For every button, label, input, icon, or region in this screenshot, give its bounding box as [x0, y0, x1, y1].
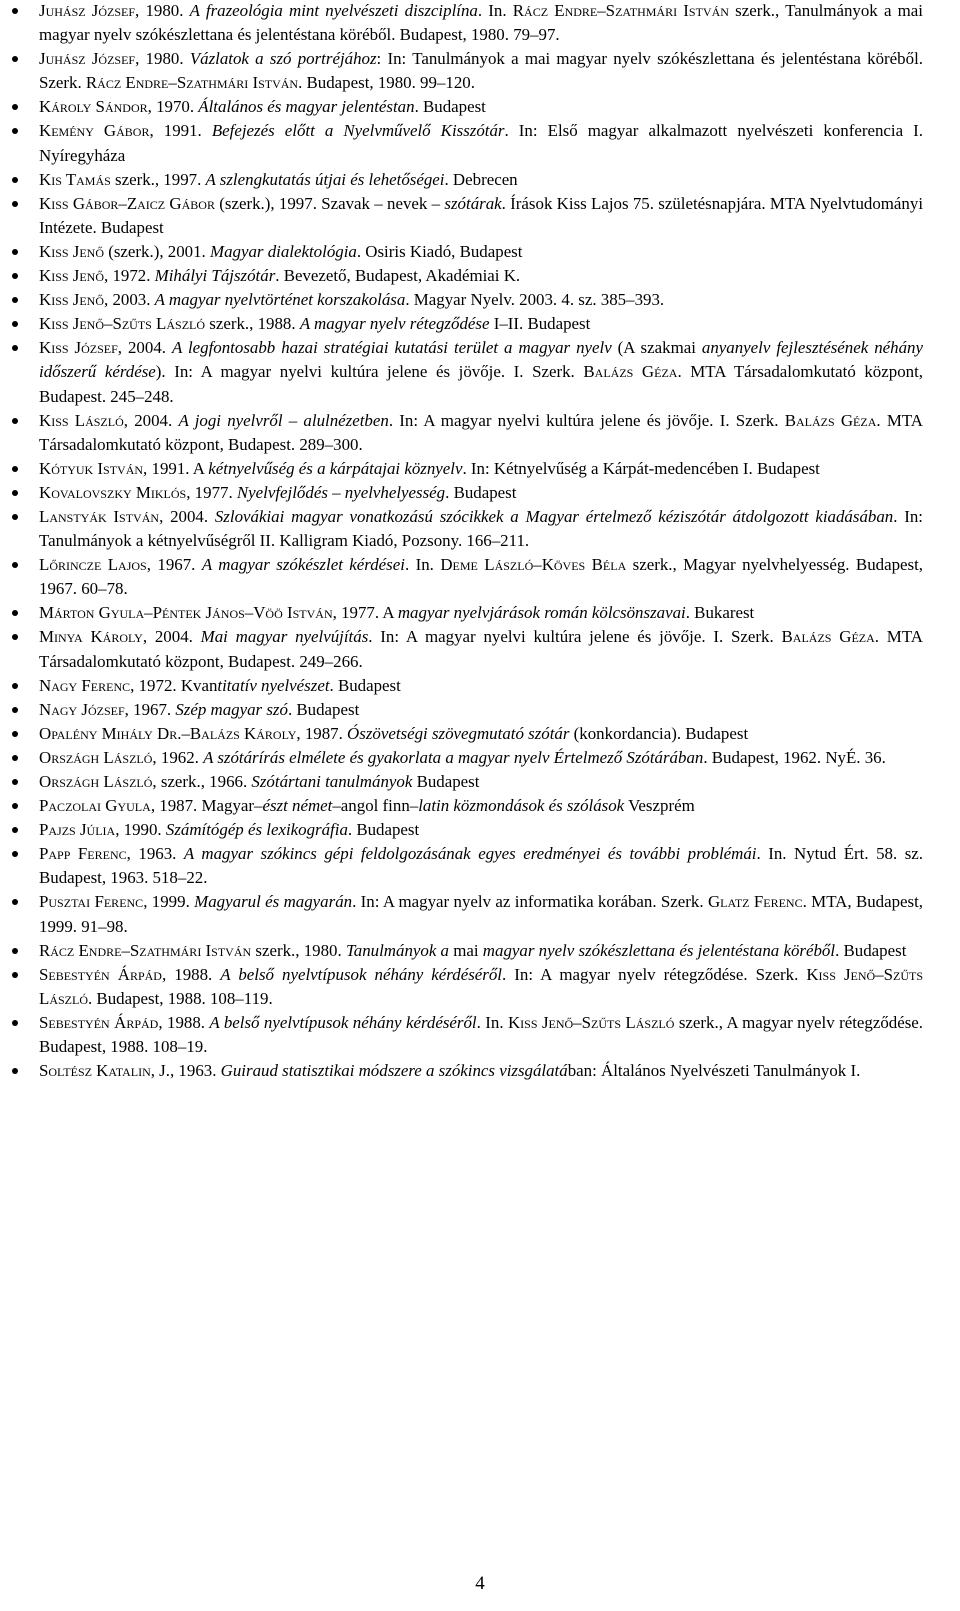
citation-text: . In: Tanulmányok a kétnyelvűségről II. Kalligram Kiadó, Pozsony. 166–211.	[39, 506, 923, 551]
work-title: kétnyelvűség és a kárpátajai köznyelv	[208, 458, 463, 478]
citation-text: , 1977. A	[332, 603, 398, 623]
bibliography-entry	[0, 1059, 960, 1083]
work-title: A magyar nyelvtörténet korszakolása	[154, 290, 406, 310]
citation-text: . In: A magyar nyelvi kultúra jelene és jövője. I. Szerk.	[368, 627, 782, 647]
citation-text: : In: Tanulmányok a mai magyar nyelv szókészlettana és jelentéstana köréből. Szerk.	[39, 49, 923, 93]
work-title: Szép magyar szó	[175, 699, 288, 719]
page-number: 4	[475, 1573, 485, 1594]
work-title: A belső nyelvtípusok néhány kérdéséről	[220, 964, 502, 984]
bibliography-entry	[0, 963, 960, 1011]
work-title: A magyar szókészlet kérdései	[201, 555, 405, 575]
bibliography-entry	[0, 601, 960, 625]
citation-text: . Budapest	[835, 940, 907, 960]
bibliography-entry	[0, 47, 960, 95]
author-name: Rácz Endre–Szathmári István	[512, 1, 729, 20]
author-name: Kiss László	[39, 410, 124, 430]
citation-text: . In: Kétnyelvűség a Kárpát-medencében I. Budapest	[462, 458, 820, 478]
citation-text: . In. Nytud Ért. 58. sz. Budapest, 1963. 518–22.	[39, 844, 924, 888]
work-title: Guiraud statisztikai módszere a szókincs vizsgálatá	[220, 1061, 568, 1081]
bibliography-entry	[0, 0, 960, 47]
citation-text: . In.	[477, 1, 513, 20]
work-title: magyar nyelvjárások román kölcsönszavai	[397, 603, 686, 623]
citation-text: , 2004.	[159, 506, 215, 526]
work-title: A szlengkutatás útjai és lehetőségei	[205, 169, 445, 189]
author-name: Országh László	[39, 747, 153, 767]
citation-text: . In: Első magyar alkalmazott nyelvészeti konferencia I. Nyíregyháza	[39, 121, 924, 165]
citation-text: , 2004.	[142, 627, 201, 647]
citation-text: –angol finn–	[332, 796, 419, 816]
bibliography-entry	[0, 95, 960, 119]
work-title: latin közmondások és szólások	[418, 796, 625, 816]
citation-text: . Magyar Nyelv. 2003. 4. sz. 385–393.	[405, 290, 665, 310]
citation-text: szerk., 1980.	[251, 940, 346, 960]
author-name: Károly Sándor	[39, 97, 148, 117]
citation-text: . Budapest, 1962. NyÉ. 36.	[703, 747, 886, 767]
work-title: szótárak	[444, 193, 502, 213]
citation-text: , 1980.	[135, 49, 190, 69]
bibliography-entry	[0, 336, 960, 408]
work-title: Ószövetségi szövegmutató szótár	[347, 723, 570, 743]
citation-text: , 2004.	[117, 338, 172, 358]
citation-text: (A szakmai	[611, 338, 702, 358]
citation-text: ). In: A magyar nyelvi kultúra jelene és jövője. I. Szerk.	[155, 362, 584, 382]
author-name: Kemény Gábor	[39, 121, 150, 141]
work-title: Magyarul és magyarán	[194, 892, 353, 912]
author-name: Glatz Ferenc	[707, 892, 803, 912]
author-name: Rácz Endre–Szathmári István	[39, 940, 252, 960]
citation-text: . Osiris Kiadó, Budapest	[356, 241, 523, 261]
work-title: A legfontosabb hazai stratégiai kutatási terület a magyar nyelv	[171, 338, 612, 358]
work-title: A magyar nyelv rétegződése	[299, 314, 490, 334]
citation-text: szerk., A magyar nyelv rétegződése. Budapest, 1988. 108–19.	[39, 1012, 924, 1057]
author-name: Lőrincze Lajos	[39, 555, 147, 575]
author-name: Balázs Géza	[583, 362, 678, 382]
author-name: Kiss Jenő–Szűts László	[39, 314, 206, 334]
citation-text: . Budapest	[329, 675, 401, 695]
citation-text: szerk., Magyar nyelvhelyesség. Budapest, 1967. 60–78.	[39, 555, 924, 599]
work-title: A frazeológia mint nyelvészeti diszciplína	[189, 1, 478, 20]
work-title: Vázlatok a szó portréjához	[189, 49, 377, 69]
author-name: Juhász József	[39, 1, 136, 20]
citation-text: , 1970.	[147, 97, 199, 117]
author-name: Nagy József	[39, 699, 125, 719]
bibliography-entry	[0, 505, 960, 553]
author-name: Kiss Gábor–Zaicz Gábor	[39, 193, 215, 213]
author-name: Nagy Ferenc	[39, 675, 131, 695]
author-name: Kiss Jenő	[39, 241, 104, 261]
citation-text: , 1988.	[158, 1012, 210, 1032]
citation-text: . In: A magyar nyelv rétegződése. Szerk.	[501, 964, 807, 984]
work-title: Magyar dialektológia	[210, 241, 357, 261]
citation-text: , 1962.	[152, 747, 204, 767]
citation-text: , 1977.	[186, 482, 237, 502]
author-name: Sebestyén Árpád	[39, 964, 162, 984]
work-title: Szlovákiai magyar vonatkozású szócikkek a Magyar értelmező kéziszótár átdolgozott kiadásában	[214, 506, 894, 526]
bibliography-entry	[0, 119, 960, 167]
citation-text: , 1987.	[296, 723, 348, 743]
author-name: Opalény Mihály Dr.–Balázs Károly	[39, 723, 297, 743]
bibliography-entry	[0, 288, 960, 312]
citation-text: , 1988.	[161, 964, 221, 984]
bibliography-entry	[0, 770, 960, 794]
bibliography-entry	[0, 818, 960, 842]
bibliography-entry	[0, 746, 960, 770]
citation-text: . In.	[404, 555, 441, 575]
citation-text: . Bukarest	[685, 603, 755, 623]
citation-text: . Budapest, 1988. 108–119.	[87, 988, 273, 1008]
citation-text: , 1999.	[143, 892, 195, 912]
author-name: Kiss Jenő–Szűts László	[507, 1012, 675, 1032]
work-title: Befejezés előtt a Nyelvművelő Kisszótár	[211, 121, 505, 141]
citation-text: . Budapest	[414, 97, 486, 117]
author-name: Balázs Géza	[781, 627, 875, 647]
citation-text: , 1967.	[124, 699, 176, 719]
bibliography-entry	[0, 240, 960, 264]
citation-text: . MTA Társadalomkutató központ, Budapest. 289–300.	[39, 410, 924, 454]
author-name: Juhász József	[39, 49, 136, 69]
author-name: Balázs Géza	[784, 410, 877, 430]
citation-text: (konkordancia). Budapest	[569, 723, 749, 743]
bibliography-entry	[0, 842, 960, 890]
citation-text: I–II. Budapest	[489, 314, 591, 334]
citation-text: . Budapest	[445, 482, 517, 502]
author-name: Lanstyák István	[39, 506, 160, 526]
bibliography-entry	[0, 625, 960, 673]
work-title: Mihályi Tájszótár	[154, 266, 276, 286]
author-name: Kiss Jenő–Szűts László	[39, 964, 924, 1008]
bibliography-entry	[0, 722, 960, 746]
bibliography-entry	[0, 1011, 960, 1059]
bibliography-entry	[0, 553, 960, 601]
author-name: Pajzs Júlia	[39, 820, 116, 840]
author-name: Márton Gyula–Péntek János–Vöö István	[39, 603, 333, 623]
author-name: Országh László	[39, 772, 153, 791]
author-name: Kótyuk István	[39, 458, 144, 478]
author-name: Kiss Jenő	[39, 290, 104, 310]
citation-text: , 1963.	[126, 844, 184, 864]
work-title: Szótártani tanulmányok	[251, 772, 413, 791]
citation-text: , 1967.	[146, 555, 202, 575]
work-title: észt német	[262, 796, 333, 816]
citation-text: . In: A magyar nyelv az informatika korában. Szerk.	[352, 892, 708, 912]
citation-text: (szerk.), 1997. Szavak – nevek –	[214, 193, 445, 213]
work-title: A belső nyelvtípusok néhány kérdéséről	[209, 1012, 477, 1032]
work-title: Nyelvfejlődés – nyelvhelyesség	[236, 482, 446, 502]
author-name: Paczolai Gyula	[39, 796, 151, 816]
work-title: titatív nyelvészet	[217, 675, 330, 695]
author-name: Soltész Katalin, J.	[39, 1061, 170, 1081]
citation-text: szerk., 1997.	[110, 169, 206, 189]
author-name: Kovalovszky Miklós	[39, 482, 187, 502]
citation-text: , 2003.	[104, 290, 155, 310]
author-name: Deme László–Köves Béla	[440, 555, 627, 575]
work-title: A magyar szókincs gépi feldolgozásának egyes eredményei és további problémái	[183, 844, 757, 864]
citation-text: . In.	[476, 1012, 508, 1032]
work-title: anyanyelv fejlesztésének néhány időszerű kérdése	[39, 338, 923, 382]
author-name: Papp Ferenc	[39, 844, 127, 864]
bibliography-entry	[0, 192, 960, 240]
bibliography-entry	[0, 168, 960, 192]
citation-text: . Budapest	[347, 820, 420, 840]
citation-text: . Írások Kiss Lajos 75. születésnapjára. MTA Nyelvtudományi Intézete. Budapest	[39, 193, 924, 237]
bibliography-entry	[0, 939, 960, 963]
work-title: Általános és magyar jelentéstan	[198, 97, 415, 117]
citation-text: Budapest	[412, 772, 480, 791]
citation-text: , 1963.	[169, 1061, 221, 1081]
author-name: Minya Károly	[39, 627, 143, 647]
bibliography-entry	[0, 312, 960, 336]
bibliography-entry	[0, 409, 960, 457]
citation-text: . Debrecen	[444, 169, 518, 189]
bibliography-entry	[0, 698, 960, 722]
citation-text: . MTA Társadalomkutató központ, Budapest. 249–266.	[39, 627, 923, 671]
work-title: Tanulmányok a	[345, 940, 450, 960]
work-title: Számítógép és lexikográfia	[165, 820, 348, 840]
citation-text: (szerk.), 2001.	[104, 241, 211, 261]
bibliography-entry	[0, 674, 960, 698]
citation-text: , 1972. Kvan	[130, 675, 218, 695]
citation-text: . Budapest	[287, 699, 360, 719]
bibliography-entry	[0, 890, 960, 938]
bibliography-entry	[0, 457, 960, 481]
author-name: Pusztai Ferenc	[39, 892, 144, 912]
work-title: A jogi nyelvről – alulnézetben	[178, 410, 389, 430]
bibliography-entry	[0, 481, 960, 505]
citation-text: . In: A magyar nyelvi kultúra jelene és jövője. I. Szerk.	[388, 410, 785, 430]
citation-text: , 1980.	[135, 1, 190, 20]
citation-text: , 1991. A	[143, 458, 209, 478]
citation-text: mai	[449, 940, 483, 960]
citation-text: , 1987. Magyar–	[150, 796, 263, 816]
author-name: Kis Tamás	[39, 169, 111, 189]
citation-text: szerk., 1988.	[205, 314, 300, 334]
citation-text: . MTA Társadalomkutató központ, Budapest. 245–248.	[39, 362, 923, 406]
citation-text: ban: Általános Nyelvészeti Tanulmányok I.	[567, 1061, 861, 1081]
work-title: A szótárírás elmélete és gyakorlata a magyar nyelv Értelmező Szótárában	[203, 747, 704, 767]
work-title: Mai magyar nyelvújítás	[200, 627, 369, 647]
bibliography-entry	[0, 794, 960, 818]
citation-text: , 1990.	[115, 820, 166, 840]
citation-text: . MTA, Budapest, 1999. 91–98.	[39, 892, 924, 936]
author-name: Kiss József	[39, 338, 118, 358]
author-name: Sebestyén Árpád	[39, 1012, 159, 1032]
citation-text: szerk., Tanulmányok a mai magyar nyelv szókészlettana és jelentéstana köréből. Budapest, 1980. 79–97.	[39, 1, 923, 45]
citation-text: , 1991.	[149, 121, 212, 141]
citation-text: , 1972.	[104, 266, 155, 286]
work-title: magyar nyelv szókészlettana és jelentéstana köréből	[482, 940, 836, 960]
author-name: Rácz Endre–Szathmári István	[85, 73, 299, 93]
citation-text: , 2004.	[123, 410, 179, 430]
bibliography-entry	[0, 264, 960, 288]
citation-text: . Bevezető, Budapest, Akadémiai K.	[275, 266, 521, 286]
author-name: Kiss Jenő	[39, 266, 104, 286]
citation-text: . Budapest, 1980. 99–120.	[298, 73, 475, 93]
citation-text: Veszprém	[624, 796, 695, 816]
citation-text: , szerk., 1966.	[152, 772, 252, 791]
